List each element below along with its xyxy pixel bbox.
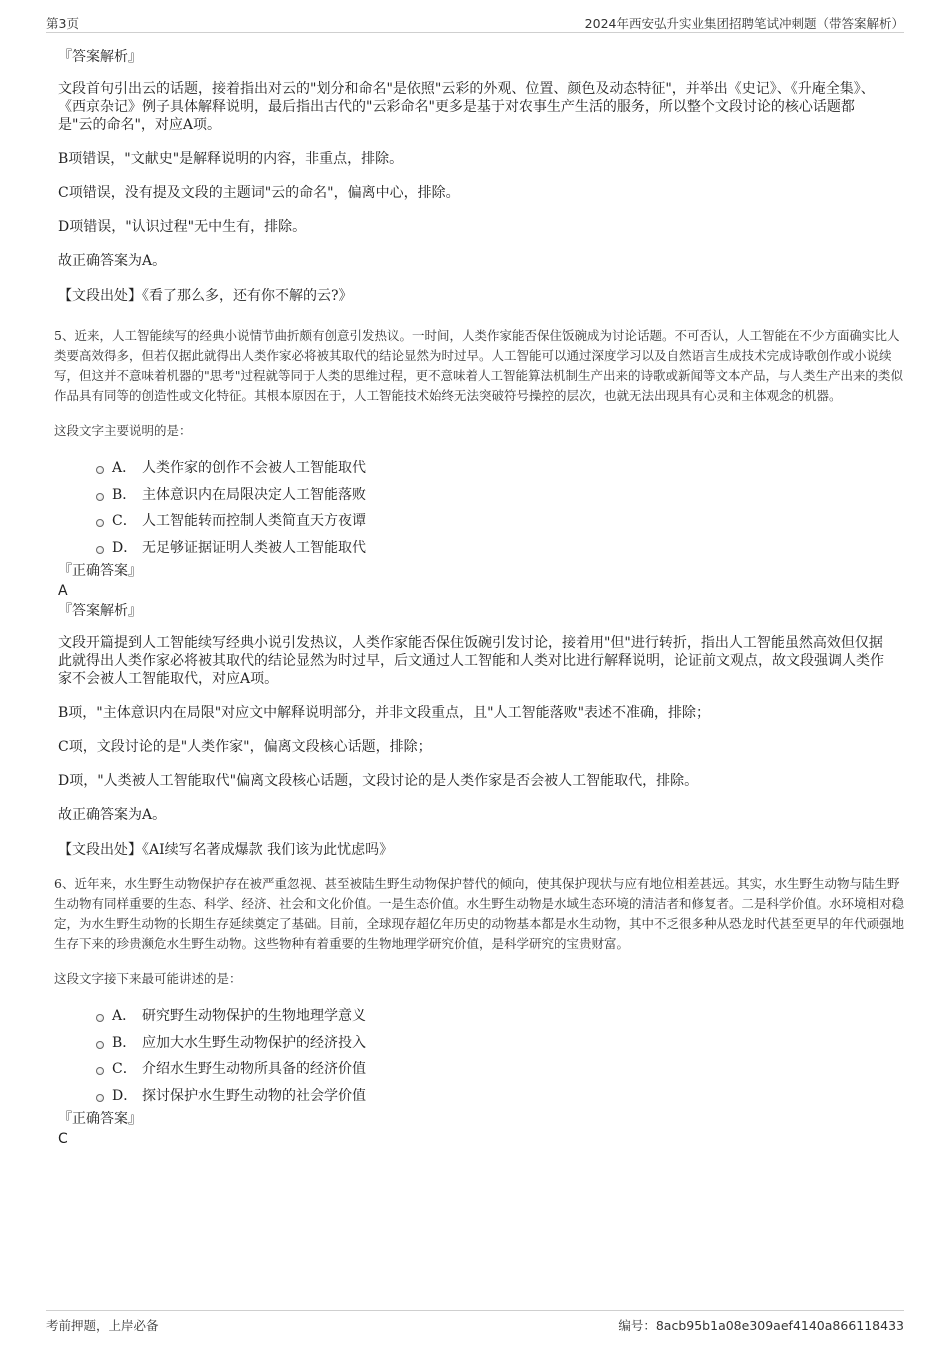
analysis-c: C项，文段讨论的是"人类作家"，偏离文段核心话题，排除； xyxy=(58,739,432,755)
source-citation: 【文段出处】《AI续写名著成爆款 我们该为此忧虑吗》 xyxy=(58,842,394,858)
answer-value: C xyxy=(58,1131,68,1147)
analysis-label: 『答案解析』 xyxy=(58,603,142,619)
option-d[interactable]: D． 探讨保护水生野生动物的社会学价值 xyxy=(96,1082,904,1109)
radio-icon[interactable] xyxy=(96,1014,104,1022)
question-6-options xyxy=(96,1002,904,1108)
answer-label: 『正确答案』 xyxy=(58,563,142,579)
option-d[interactable]: D． 无足够证据证明人类被人工智能取代 xyxy=(96,534,904,561)
question-6-text: 6、近年来，水生野生动物保护存在被严重忽视、甚至被陆生野生动物保护替代的倾向，使其保护现状与应有地位相差甚远。其实，水生野生动物与陆生野生动物有同样重要的生态、科学、经济、社会和文化价值。一是生态价值。水生野生动物是水域生态环境的清洁者和修复者。二是科学价值。水环境相对稳定，为水生野生动物的长期生存延续奠定了基础。目前，全球现存超亿年历史的动物基本都是水生动物，其中不乏很多种从恐龙时代甚至更早的年代顽强地生存下来的珍贵濒危水生野生动物。这些物种有着重要的生物地理学研究价值，是科学研究的宝贵财富。 xyxy=(54,876,905,951)
radio-icon[interactable] xyxy=(96,1067,104,1075)
page-header xyxy=(46,12,904,33)
document-title: 2024年西安弘升实业集团招聘笔试冲刺题（带答案解析） xyxy=(584,16,904,31)
radio-icon[interactable] xyxy=(96,1041,104,1049)
analysis-d: D项，"人类被人工智能取代"偏离文段核心话题，文段讨论的是人类作家是否会被人工智能取代，排除。 xyxy=(58,773,699,789)
analysis-d: D项错误，"认识过程"无中生有，排除。 xyxy=(58,219,307,235)
option-b[interactable]: B． 应加大水生野生动物保护的经济投入 xyxy=(96,1029,904,1056)
analysis-b: B项，"主体意识内在局限"对应文中解释说明部分，并非文段重点，且"人工智能落败"表述不准确，排除； xyxy=(58,705,711,721)
document-code: 编号：8acb95b1a08e309aef4140a866118433 xyxy=(618,1318,904,1333)
radio-icon[interactable] xyxy=(96,493,104,501)
option-b[interactable]: B． 主体意识内在局限决定人工智能落败 xyxy=(96,481,904,508)
answer-label: 『正确答案』 xyxy=(58,1111,142,1127)
question-5-prompt: 这段文字主要说明的是： xyxy=(54,423,192,438)
source-citation: 【文段出处】《看了那么多，还有你不解的云?》 xyxy=(58,288,353,304)
question-5-options xyxy=(96,454,904,560)
radio-icon[interactable] xyxy=(96,546,104,554)
conclusion: 故正确答案为A。 xyxy=(58,807,167,823)
page-number: 第3页 xyxy=(46,16,79,31)
option-c[interactable]: C． 人工智能转而控制人类简直天方夜谭 xyxy=(96,507,904,534)
analysis-text: 文段开篇提到人工智能续写经典小说引发热议，人类作家能否保住饭碗引发讨论，接着用"但"进行转折，指出人工智能虽然高效但仅据此就得出人类作家必将被其取代的结论显然为时过早，后文通过人工智能和人类对比进行解释说明，论证前文观点，故文段强调人类作家不会被人工智能取代，对应A项。 xyxy=(58,635,884,687)
document-body xyxy=(46,42,904,1148)
option-a[interactable]: A． 研究野生动物保护的生物地理学意义 xyxy=(96,1002,904,1029)
page-footer xyxy=(46,1310,904,1335)
analysis-c: C项错误，没有提及文段的主题词"云的命名"，偏离中心，排除。 xyxy=(58,185,460,201)
conclusion: 故正确答案为A。 xyxy=(58,253,167,269)
analysis-b: B项错误，"文献史"是解释说明的内容，非重点，排除。 xyxy=(58,151,404,167)
analysis-label: 『答案解析』 xyxy=(58,49,142,65)
answer-value: A xyxy=(58,583,68,599)
analysis-text: 文段首句引出云的话题，接着指出对云的"划分和命名"是依照"云彩的外观、位置、颜色及动态特征"，并举出《史记》、《升庵全集》、《西京杂记》例子具体解释说明，最后指出古代的"云彩命名"更多是基于对农事生产生活的服务，所以整个文段讨论的核心话题都是"云的命名"，对应A项。 xyxy=(58,81,875,133)
radio-icon[interactable] xyxy=(96,466,104,474)
option-a[interactable]: A． 人类作家的创作不会被人工智能取代 xyxy=(96,454,904,481)
question-6-prompt: 这段文字接下来最可能讲述的是： xyxy=(54,971,242,986)
radio-icon[interactable] xyxy=(96,1094,104,1102)
question-5-text: 5、近来，人工智能续写的经典小说情节曲折颇有创意引发热议。一时间，人类作家能否保住饭碗成为讨论话题。不可否认，人工智能在不少方面确实比人类要高效得多，但若仅据此就得出人类作家必将被其取代的结论显然为时过早。人工智能可以通过深度学习以及自然语言生成技术完成诗歌创作或小说续写，但这并不意味着机器的"思考"过程就等同于人类的思维过程，更不意味着人工智能算法机制生产出来的诗歌或新闻等文本产品，与人类生产出来的类似作品具有同等的创造性或文化特征。其根本原因在于，人工智能技术始终无法突破符号操控的层次，也就无法出现具有心灵和主体观念的机器。 xyxy=(54,328,904,403)
option-c[interactable]: C． 介绍水生野生动物所具备的经济价值 xyxy=(96,1055,904,1082)
footer-slogan: 考前押题，上岸必备 xyxy=(46,1318,159,1333)
radio-icon[interactable] xyxy=(96,519,104,527)
